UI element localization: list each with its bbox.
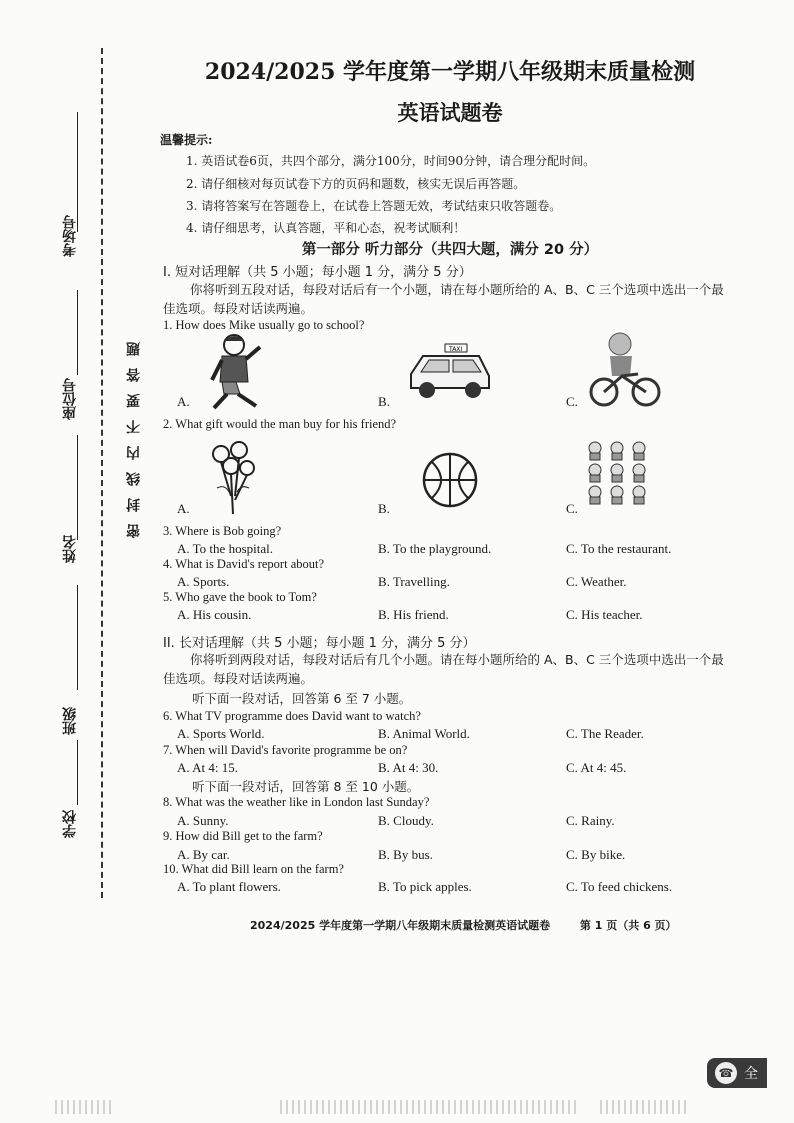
- basketball-picture: [420, 450, 480, 510]
- q4-option-a: A. Sports.: [177, 574, 230, 589]
- q2-option-b-label: B.: [378, 501, 390, 516]
- question-10: 10. What did Bill learn on the farm?: [163, 862, 344, 876]
- section-1-heading: I. 短对话理解（共 5 小题；每小题 1 分，满分 5 分）: [163, 265, 472, 280]
- scan-noise: [600, 1100, 690, 1114]
- q10-option-b: B. To pick apples.: [378, 879, 472, 894]
- question-8: 8. What was the weather like in London last Sunday?: [163, 795, 430, 809]
- section-2-instruction: 你将听到两段对话，每段对话后有几个小题。请在每小题所给的 A、B、C 三个选项中选出一个最佳选项。每段对话读两遍。: [163, 652, 724, 686]
- scan-noise: [55, 1100, 115, 1114]
- exam-room-blank: [77, 112, 78, 232]
- exam-room-label: 考场号: [62, 215, 78, 257]
- question-7: 7. When will David's favorite programme be on?: [163, 743, 408, 757]
- q10-option-c: C. To feed chickens.: [566, 879, 673, 894]
- q4-option-c: C. Weather.: [566, 574, 627, 589]
- q8-option-a: A. Sunny.: [177, 813, 229, 828]
- svg-text:TAXI: TAXI: [449, 346, 463, 353]
- tip-item: 2. 请仔细核对每页试卷下方的页码和题数，核实无误后再答题。: [186, 177, 526, 191]
- part-title: 第一部分 听力部分（共四大题，满分 20 分）: [301, 242, 599, 258]
- seat-number-label: 座位号: [62, 378, 78, 420]
- q2-option-c-label: C.: [566, 501, 578, 516]
- name-blank: [77, 435, 78, 540]
- q5-option-c: C. His teacher.: [566, 607, 643, 622]
- school-blank: [77, 740, 78, 805]
- binding-dashed-line: [101, 48, 103, 898]
- q6-option-b: B. Animal World.: [378, 726, 470, 741]
- tip-item: 3. 请将答案写在答题卷上，在试卷上答题无效，考试结束只收答题卷。: [186, 199, 562, 213]
- tip-item: 4. 请仔细思考，认真答题，平和心态，祝考试顺利！: [186, 221, 466, 235]
- q7-option-a: A. At 4: 15.: [177, 760, 239, 775]
- class-blank: [77, 585, 78, 690]
- q8-option-c: C. Rainy.: [566, 813, 615, 828]
- q7-option-c: C. At 4: 45.: [566, 760, 627, 775]
- q1-option-b-label: B.: [378, 394, 390, 409]
- page-number: 第 1 页（共 6 页）: [579, 919, 677, 932]
- school-label: 学校: [62, 810, 78, 838]
- q3-option-b: B. To the playground.: [378, 541, 492, 556]
- question-6: 6. What TV programme does David want to watch?: [163, 709, 421, 723]
- class-label: 班级: [62, 707, 78, 735]
- exam-subtitle: 英语试题卷: [397, 100, 503, 125]
- q3-option-a: A. To the hospital.: [177, 541, 273, 556]
- section-1-instruction: 你将听到五段对话，每段对话后有一个小题，请在每小题所给的 A、B、C 三个选项中选出一个最佳选项。每段对话读两遍。: [163, 282, 724, 316]
- walking-boy-picture: [200, 332, 270, 412]
- question-5: 5. Who gave the book to Tom?: [163, 590, 317, 604]
- exam-title: 2024/2025 学年度第一学期八年级期末质量检测: [204, 59, 696, 85]
- cycling-boy-picture: [586, 330, 666, 410]
- q1-option-a-label: A.: [177, 394, 190, 409]
- page-footer: [250, 917, 677, 933]
- q1-option-c-label: C.: [566, 394, 578, 409]
- tips-heading: 温馨提示:: [160, 133, 213, 147]
- phone-icon: ☎: [715, 1062, 737, 1084]
- q2-option-a-label: A.: [177, 501, 190, 516]
- cupcakes-picture: [585, 440, 660, 512]
- footer-title: 2024/2025 学年度第一学期八年级期末质量检测英语试题卷: [250, 919, 551, 932]
- section-2-sub-instruction-2: 听下面一段对话，回答第 8 至 10 小题。: [192, 779, 420, 794]
- q10-option-a: A. To plant flowers.: [177, 879, 281, 894]
- q9-option-c: C. By bike.: [566, 847, 626, 862]
- flower-bouquet-picture: [203, 440, 263, 520]
- q6-option-a: A. Sports World.: [177, 726, 265, 741]
- q4-option-b: B. Travelling.: [378, 574, 450, 589]
- q3-option-c: C. To the restaurant.: [566, 541, 672, 556]
- q5-option-b: B. His friend.: [378, 607, 449, 622]
- section-2-sub-instruction-1: 听下面一段对话，回答第 6 至 7 小题。: [192, 691, 412, 706]
- question-2: 2. What gift would the man buy for his friend?: [163, 417, 397, 431]
- q8-option-b: B. Cloudy.: [378, 813, 434, 828]
- question-4: 4. What is David's report about?: [163, 557, 325, 571]
- seal-line-notice: 密封线内不要答题: [126, 330, 142, 538]
- q9-option-b: B. By bus.: [378, 847, 433, 862]
- q5-option-a: A. His cousin.: [177, 607, 252, 622]
- section-2-heading: II. 长对话理解（共 5 小题；每小题 1 分，满分 5 分）: [163, 636, 476, 651]
- question-3: 3. Where is Bob going?: [163, 524, 282, 538]
- q7-option-b: B. At 4: 30.: [378, 760, 439, 775]
- q6-option-c: C. The Reader.: [566, 726, 644, 741]
- taxi-picture: [405, 342, 495, 402]
- seat-number-blank: [77, 290, 78, 375]
- scan-noise: [280, 1100, 580, 1114]
- tip-item: 1. 英语试卷6页，共四个部分，满分100分，时间90分钟，请合理分配时间。: [186, 154, 596, 168]
- q9-option-a: A. By car.: [177, 847, 230, 862]
- question-9: 9. How did Bill get to the farm?: [163, 829, 323, 843]
- name-label: 姓名: [62, 535, 78, 563]
- question-1: 1. How does Mike usually go to school?: [163, 318, 365, 332]
- corner-badge: [707, 1058, 767, 1088]
- badge-char: 全: [744, 1066, 758, 1082]
